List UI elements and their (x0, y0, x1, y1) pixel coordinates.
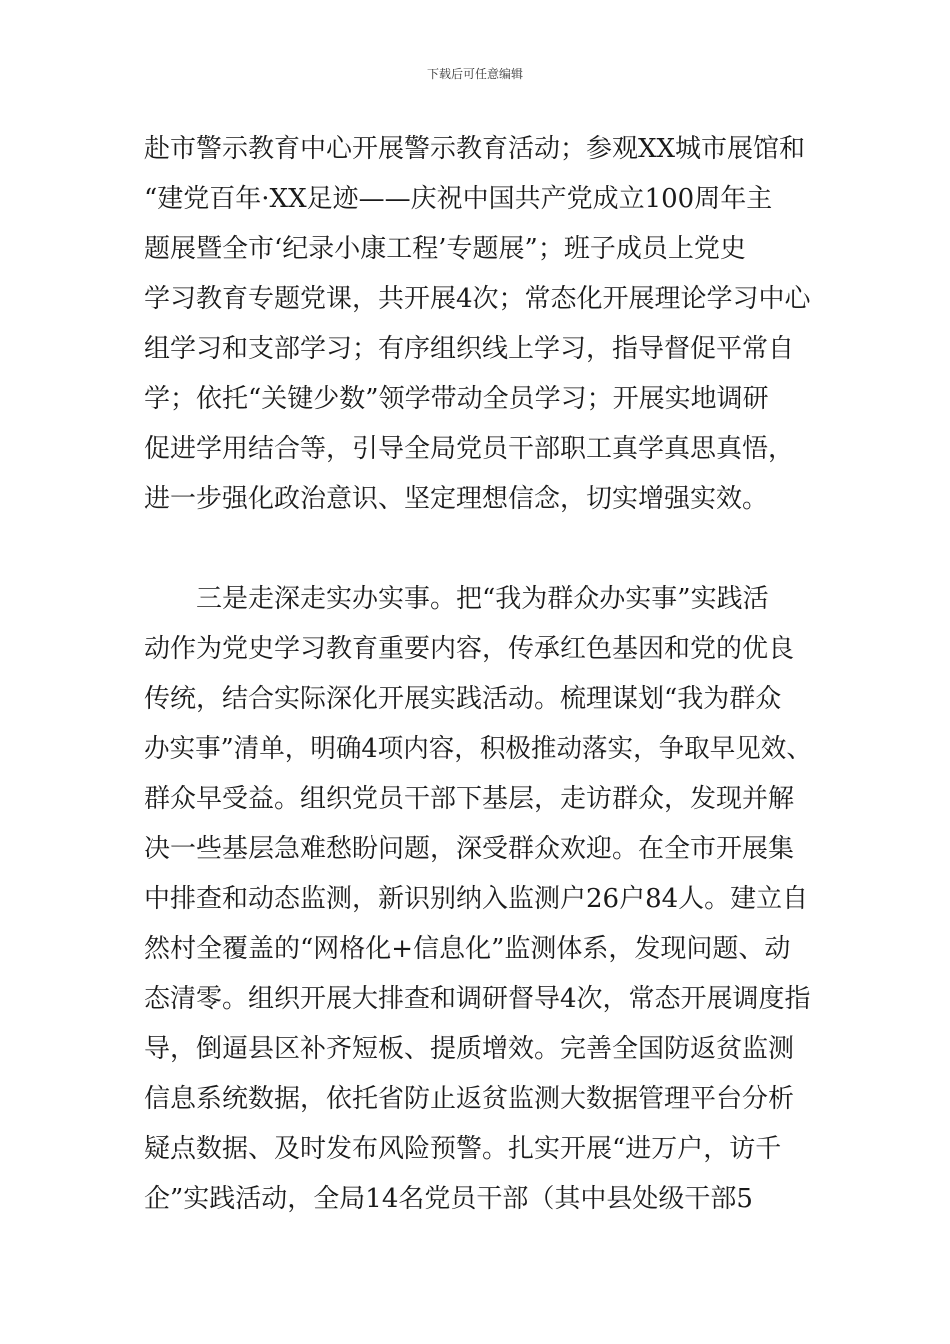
text-line: 疑点数据、及时发布风险预警。扎实开展“进万户，访千 (144, 1134, 782, 1164)
text-line: 群众早受益。组织党员干部下基层，走访群众，发现并解 (144, 784, 795, 814)
text-line: 态清零。组织开展大排查和调研督导4次，常态开展调度指 (144, 984, 811, 1014)
text-line: 中排查和动态监测，新识别纳入监测户26户84人。建立自 (144, 884, 809, 914)
text-line: 办实事”清单，明确4项内容，积极推动落实，争取早见效、 (144, 734, 812, 764)
page-header-note: 下载后可任意编辑 (426, 67, 523, 81)
text-line: 赴市警示教育中心开展警示教育活动；参观XX城市展馆和 (144, 134, 806, 164)
text-line: 题展暨全市‘纪录小康工程’专题展”；班子成员上党史 (144, 234, 746, 264)
text-line: 学习教育专题党课，共开展4次；常态化开展理论学习中心 (144, 284, 811, 314)
text-line: 然村全覆盖的“网格化+信息化”监测体系，发现问题、动 (144, 934, 791, 964)
text-line: 信息系统数据，依托省防止返贫监测大数据管理平台分析 (144, 1084, 795, 1114)
text-line: 导，倒逼县区补齐短板、提质增效。完善全国防返贫监测 (144, 1034, 795, 1064)
text-line: 三是走深走实办实事。把“我为群众办实事”实践活 (196, 584, 769, 614)
text-line: “建党百年·XX足迹——庆祝中国共产党成立100周年主 (144, 184, 773, 214)
text-line: 企”实践活动，全局14名党员干部（其中县处级干部5 (144, 1184, 753, 1214)
text-line: 学；依托“关键少数”领学带动全员学习；开展实地调研 (144, 384, 769, 414)
text-line: 促进学用结合等，引导全局党员干部职工真学真思真悟， (144, 434, 795, 464)
text-line: 传统，结合实际深化开展实践活动。梳理谋划“我为群众 (144, 684, 782, 714)
text-line: 动作为党史学习教育重要内容，传承红色基因和党的优良 (144, 634, 795, 664)
text-line: 决一些基层急难愁盼问题，深受群众欢迎。在全市开展集 (144, 834, 795, 864)
text-line: 进一步强化政治意识、坚定理想信念，切实增强实效。 (144, 484, 769, 514)
text-line: 组学习和支部学习；有序组织线上学习，指导督促平常自 (144, 334, 795, 364)
